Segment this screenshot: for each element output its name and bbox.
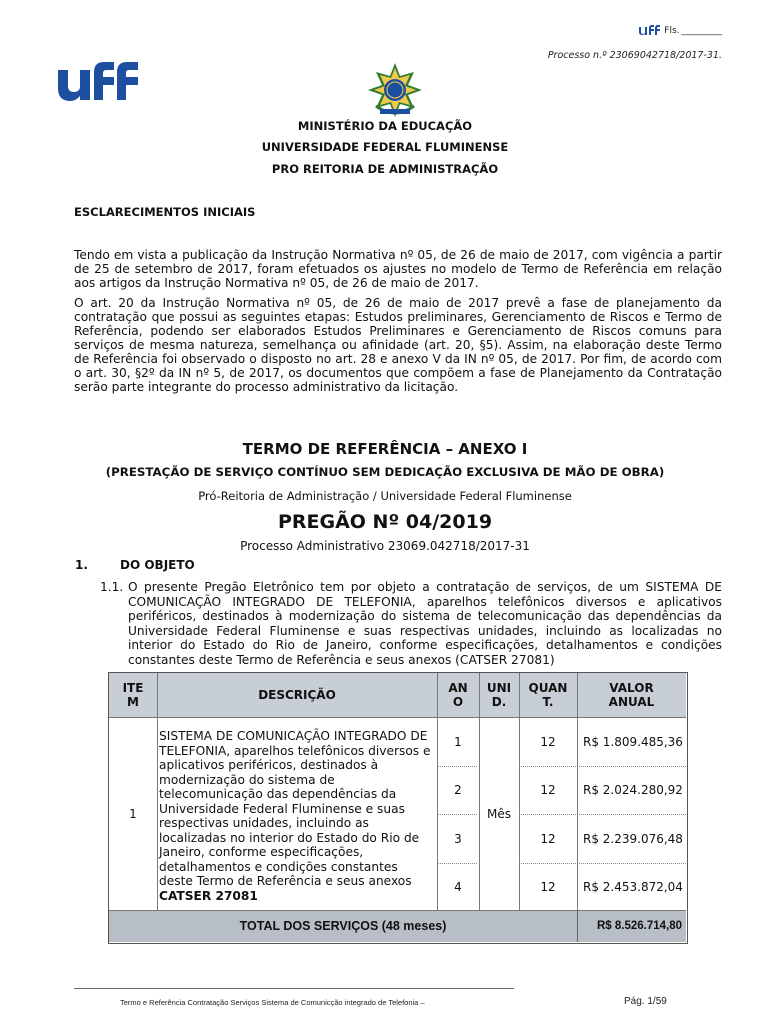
- uff-logo-icon: [56, 60, 148, 102]
- valor-2: R$ 2.024.280,92: [583, 783, 683, 797]
- pregao-title: PREGÃO Nº 04/2019: [277, 511, 493, 533]
- uff-logo: [56, 60, 148, 106]
- item-text: O presente Pregão Eletrônico tem por objeto a contratação de serviços, de um SISTEMA DE COMUNICAÇÃO INTEGRADO DE TELEFONIA, aparelhos telefônicos diversos e aplicativos periféricos, destinados à modernização do sistema de telecomunicação das dependências da Universidade Federal Fluminense e suas respectivas unidades, incluindo as localizadas no interior do Estado do Rio de Janeiro, conforme especificações, detalhamentos e condições constantes deste Termo de Referência e seus anexos (CATSER 27081): [128, 580, 722, 667]
- coat-of-arms-icon: [366, 62, 424, 118]
- unit-cell: Mês: [487, 806, 511, 821]
- catser-code: CATSER 27081: [159, 888, 258, 903]
- quant-1: 12: [540, 735, 556, 749]
- ministry-heading: MINISTÉRIO DA EDUCAÇÃO: [297, 119, 473, 133]
- item-number: 1.1.: [100, 580, 124, 594]
- uff-small-logo-icon: [638, 24, 662, 36]
- termo-org: Pró-Reitoria de Administração / Universidade Federal Fluminense: [198, 489, 572, 503]
- esclarecimentos-title: ESCLARECIMENTOS INICIAIS: [74, 205, 256, 219]
- valor-3: R$ 2.239.076,48: [583, 832, 683, 846]
- description-text: SISTEMA DE COMUNICAÇÃO INTEGRADO DE TELEFONIA, aparelhos telefônicos diversos e aplicativos periféricos, destinados à modernização do sistema de telecomunicação das dependências da Universidade Federal Fluminense e suas respectivas unidades, incluindo as localizadas no interior do Estado do Rio de Janeiro, conforme especificações, detalhamentos e condições constantes deste Termo de Referência e seus anexos: [159, 729, 431, 888]
- university-heading: UNIVERSIDADE FEDERAL FLUMINENSE: [261, 140, 509, 154]
- section-title: DO OBJETO: [120, 558, 195, 572]
- valor-1: R$ 1.809.485,36: [583, 735, 683, 749]
- quant-4: 12: [540, 880, 556, 894]
- th-ano: AN O: [437, 673, 479, 717]
- intro-paragraph-2: O art. 20 da Instrução Normativa nº 05, de 26 de maio de 2017 prevê a fase de planejamento da contratação que possui as seguintes etapas: Estudos preliminares, Gerenciamento de Riscos e Termo de Referência, podendo ser elaborados Estudos Preliminares e Gerenciamento de Riscos comuns para serviços de mesma natureza, semelhança ou afinidade (art. 20, §5). Assim, na elaboração deste Termo de Referência foi observado o disposto no art. 28 e anexo V da IN nº 05, de 2017. Por fim, de acordo com o art. 30, §2º da IN nº 5, de 2017, os documentos que compõem a fase de Planejamento da Contratação serão parte integrante do processo administrativo da licitação.: [74, 296, 722, 394]
- fls-line: _________: [681, 26, 722, 36]
- th-item: ITE M: [109, 673, 157, 717]
- pricing-table: [108, 672, 688, 944]
- section-number: 1.: [75, 558, 88, 572]
- quant-2: 12: [540, 783, 556, 797]
- footer-text: Termo e Referência Contratação Serviços Sistema de Comunicção integrado de Telefonia –: [120, 998, 425, 1007]
- th-unid: UNI D.: [479, 673, 519, 717]
- th-valor: VALOR ANUAL: [577, 673, 686, 717]
- item-cell: 1: [129, 806, 137, 821]
- processo-administrativo: Processo Administrativo 23069.042718/2017-31: [240, 539, 530, 553]
- quant-3: 12: [540, 832, 556, 846]
- valor-4: R$ 2.453.872,04: [583, 880, 683, 894]
- fls-label: Fls.: [664, 26, 680, 36]
- total-value: R$ 8.526.714,80: [596, 920, 682, 932]
- pro-reitoria-heading: PRO REITORIA DE ADMINISTRAÇÃO: [271, 162, 499, 176]
- total-label: TOTAL DOS SERVIÇOS (48 meses): [239, 919, 447, 933]
- footer-divider: [74, 988, 514, 989]
- ano-3: 3: [454, 832, 462, 846]
- ano-4: 4: [454, 880, 462, 894]
- fls-stamp: [638, 24, 722, 36]
- termo-subtitle: (PRESTAÇÃO DE SERVIÇO CONTÍNUO SEM DEDICAÇÃO EXCLUSIVA DE MÃO DE OBRA): [105, 465, 665, 479]
- processo-number: Processo n.º 23069042718/2017-31.: [547, 50, 722, 61]
- ano-2: 2: [454, 783, 462, 797]
- ano-1: 1: [454, 735, 462, 749]
- page-number: Pág. 1/59: [624, 996, 667, 1007]
- item-1-1: [100, 580, 722, 667]
- description-cell: [159, 729, 435, 903]
- th-quant: QUAN T.: [519, 673, 577, 717]
- th-descricao: DESCRIÇÃO: [157, 673, 437, 717]
- brazil-coat-of-arms: [366, 62, 424, 122]
- termo-title: TERMO DE REFERÊNCIA – ANEXO I: [242, 440, 528, 458]
- intro-paragraph-1: Tendo em vista a publicação da Instrução Normativa nº 05, de 26 de maio de 2017, com vigência a partir de 25 de setembro de 2017, foram efetuados os ajustes no modelo de Termo de Referência em relação aos artigos da Instrução Normativa nº 05, de 26 de maio de 2017.: [74, 248, 722, 290]
